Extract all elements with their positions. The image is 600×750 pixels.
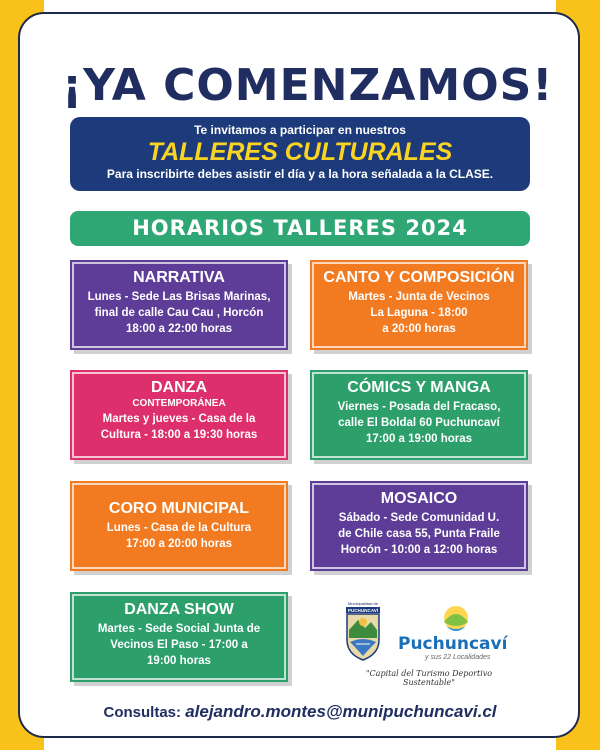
- brand-wordmark: Puchuncaví: [398, 634, 508, 654]
- workshop-title: DANZA SHOW: [124, 601, 234, 618]
- workshop-subtitle: CONTEMPORÁNEA: [132, 398, 226, 409]
- headline: ¡YA COMENZAMOS!: [62, 60, 554, 111]
- workshop-title: MOSAICO: [380, 490, 458, 507]
- workshop-title: CÓMICS Y MANGA: [347, 379, 491, 396]
- workshop-card-canto: [310, 260, 528, 350]
- workshop-detail: a 20:00 horas: [382, 323, 456, 335]
- workshop-detail: Vecinos El Paso - 17:00 a: [110, 639, 248, 651]
- invite-title: TALLERES CULTURALES: [147, 138, 453, 166]
- workshop-title: CORO MUNICIPAL: [108, 500, 250, 517]
- workshop-detail: Viernes - Posada del Fracaso,: [337, 401, 501, 413]
- contact-label: Consultas:: [103, 704, 182, 721]
- slogan: "Capital del Turismo Deportivo Sustentable": [365, 669, 493, 687]
- workshop-title: NARRATIVA: [133, 269, 225, 286]
- workshop-detail: 18:00 a 22:00 horas: [125, 323, 233, 335]
- invite-banner: [70, 117, 530, 191]
- schedule-title: HORARIOS TALLERES 2024: [70, 211, 530, 246]
- workshop-detail: calle El Boldal 60 Puchuncaví: [338, 417, 500, 429]
- invite-line-3: Para inscribirte debes asistir el día y a la hora señalada a la CLASE.: [106, 167, 494, 181]
- crest-caption-name: PUCHUNCAVÍ: [347, 607, 379, 613]
- workshop-detail: Lunes - Casa de la Cultura: [106, 522, 252, 534]
- brand-subtitle: y sus 22 Localidades: [425, 654, 491, 661]
- workshop-title: DANZA: [151, 379, 207, 396]
- workshop-detail: Martes - Junta de Vecinos: [348, 291, 490, 303]
- contact-email[interactable]: alejandro.montes@munipuchuncavi.cl: [185, 702, 497, 721]
- workshop-detail: final de calle Cau Cau , Horcón: [94, 307, 264, 319]
- workshop-card-danza: [70, 370, 288, 460]
- workshop-detail: 19:00 horas: [147, 655, 211, 667]
- workshop-card-mosaico: [310, 481, 528, 571]
- crest-caption-top: Municipalidad de: [347, 601, 379, 606]
- workshop-detail: 17:00 a 20:00 horas: [125, 538, 233, 550]
- workshop-detail: Martes - Sede Social Junta de: [97, 623, 261, 635]
- workshop-card-narrativa: [70, 260, 288, 350]
- workshop-card-coro: [70, 481, 288, 571]
- workshop-card-danza-show: [70, 592, 288, 682]
- workshop-detail: Horcón - 10:00 a 12:00 horas: [340, 544, 498, 556]
- municipal-crest-logo: [338, 600, 388, 664]
- invite-line-1: Te invitamos a participar en nuestros: [194, 123, 406, 137]
- workshop-detail: Martes y jueves - Casa de la: [102, 413, 256, 425]
- workshop-card-comics: [310, 370, 528, 460]
- workshop-detail: La Laguna - 18:00: [370, 307, 468, 319]
- workshop-detail: Lunes - Sede Las Brisas Marinas,: [87, 291, 271, 303]
- contact-line: [62, 702, 538, 722]
- workshop-detail: 17:00 a 19:00 horas: [365, 433, 473, 445]
- workshop-detail: de Chile casa 55, Punta Fraile: [338, 528, 500, 540]
- workshop-detail: Sábado - Sede Comunidad U.: [338, 512, 500, 524]
- workshop-detail: Cultura - 18:00 a 19:30 horas: [100, 429, 258, 441]
- workshop-title: CANTO Y COMPOSICIÓN: [323, 269, 515, 286]
